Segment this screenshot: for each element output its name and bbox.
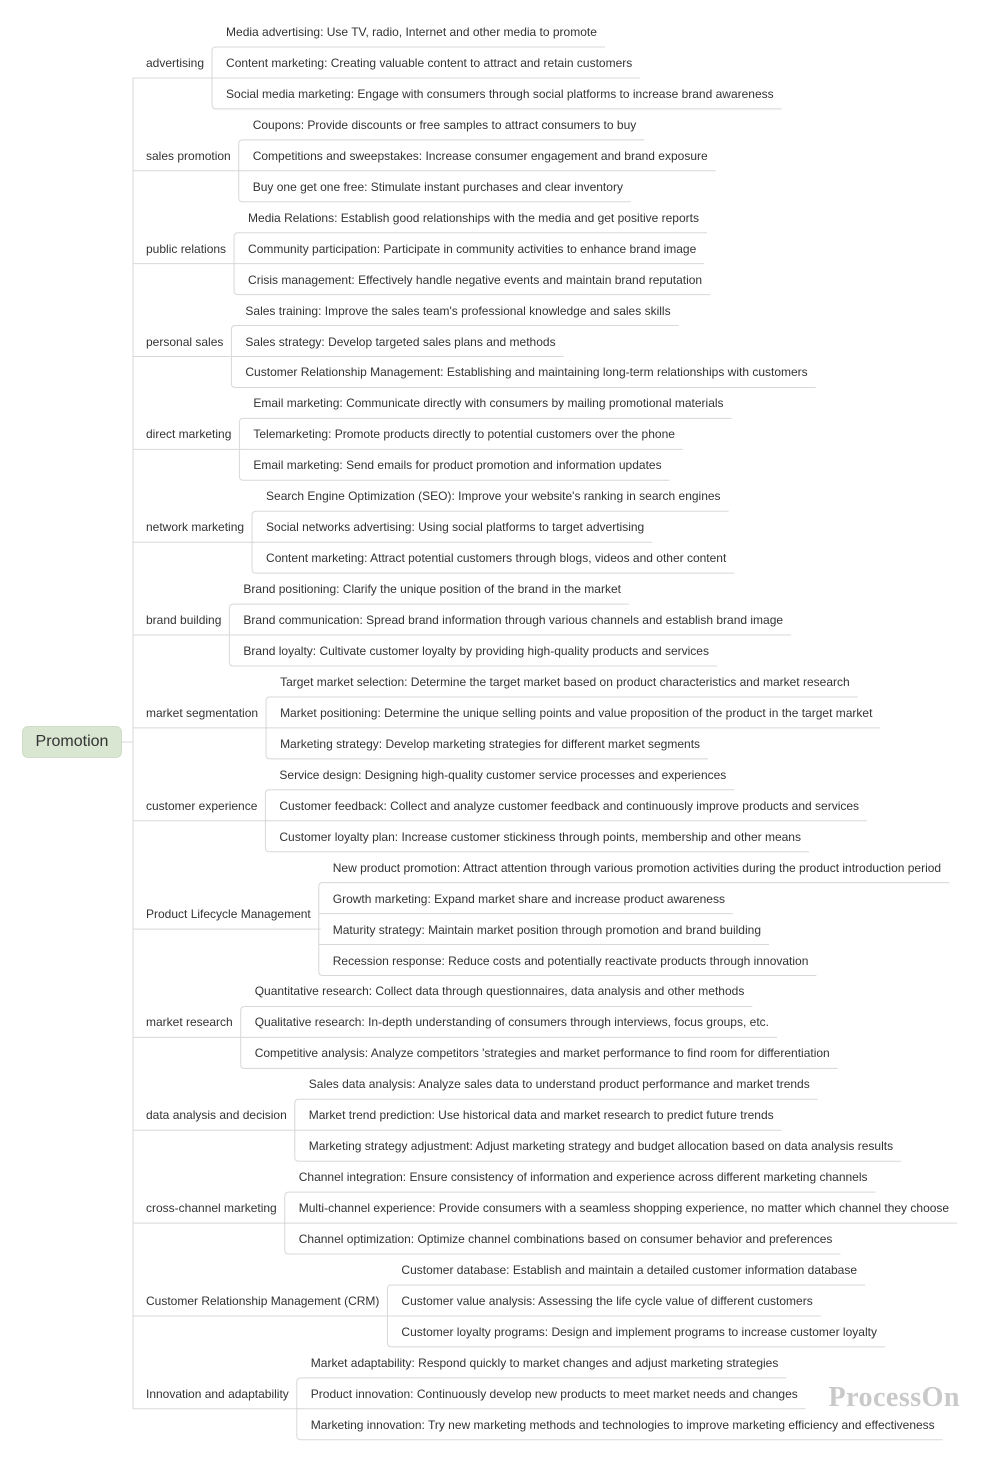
leaf-node[interactable]: Brand loyalty: Cultivate customer loyalty by providing high-quality products and services <box>243 644 709 658</box>
leaf-node[interactable]: Channel optimization: Optimize channel combinations based on consumer behavior and preferences <box>298 1232 833 1247</box>
branch-node[interactable]: Customer Relationship Management (CRM) <box>146 1293 380 1308</box>
leaf-node[interactable]: Market positioning: Determine the unique selling points and value proposition of the product in the target market <box>280 705 873 720</box>
leaf-node[interactable]: Coupons: Provide discounts or free samples to attract consumers to buy <box>252 117 637 132</box>
connector-line <box>266 697 858 701</box>
leaf-node[interactable]: Buy one get one free: Stimulate instant purchases and clear inventory <box>252 179 623 194</box>
leaf-node[interactable]: Customer feedback: Collect and analyze customer feedback and continuously improve products and services <box>279 798 860 813</box>
leaf-node[interactable]: Marketing strategy adjustment: Adjust marketing strategy and budget allocation based on data analysis results <box>308 1139 894 1154</box>
processon-watermark: ProcessOn <box>828 1382 960 1413</box>
branch-node[interactable]: data analysis and decision <box>146 1108 287 1123</box>
leaf-node[interactable]: Email marketing: Communicate directly with consumers by mailing promotional materials <box>253 396 724 411</box>
branch-node[interactable]: network marketing <box>146 520 245 535</box>
leaf-node[interactable]: Media Relations: Establish good relationships with the media and get positive reports <box>248 210 699 225</box>
leaf-node[interactable]: Customer loyalty programs: Design and implement programs to increase customer loyalty <box>401 1324 877 1339</box>
branch-node[interactable]: sales promotion <box>146 148 231 163</box>
leaf-node[interactable]: Search Engine Optimization (SEO): Improve your website's ranking in search engines <box>266 489 721 504</box>
leaf-node[interactable]: Sales strategy: Develop targeted sales plans and methods <box>245 334 556 349</box>
leaf-node[interactable]: Market trend prediction: Use historical data and market research to predict future trends <box>308 1108 774 1123</box>
branch-node[interactable]: market segmentation <box>146 705 259 720</box>
connector-line <box>265 848 809 852</box>
leaf-node[interactable]: Qualitative research: In-depth understanding of consumers through interviews, focus groups, etc. <box>254 1015 769 1030</box>
leaf-node[interactable]: Content marketing: Attract potential customers through blogs, videos and other content <box>266 551 727 566</box>
connector-line <box>239 140 645 144</box>
connector-line <box>387 1285 865 1289</box>
leaf-node[interactable]: Quantitative research: Collect data through questionnaires, data analysis and other methods <box>254 984 745 999</box>
leaf-node[interactable]: Content marketing: Creating valuable content to attract and retain customers <box>226 55 633 70</box>
leaf-node[interactable]: Customer Relationship Management: Establishing and maintaining long-term relationships with customers <box>245 365 808 380</box>
connector-line <box>319 972 817 976</box>
branch-node[interactable]: direct marketing <box>146 427 232 442</box>
leaf-node[interactable]: Media advertising: Use TV, radio, Internet and other media to promote <box>226 25 597 39</box>
leaf-node[interactable]: Customer database: Establish and maintain a detailed customer information database <box>401 1263 858 1277</box>
connector-line <box>231 326 678 330</box>
branch-node[interactable]: personal sales <box>146 334 224 349</box>
leaf-node[interactable]: Brand communication: Spread brand information through various channels and establish brand image <box>243 613 784 628</box>
leaf-node[interactable]: Marketing strategy: Develop marketing strategies for different market segments <box>280 736 701 751</box>
connector-line <box>297 1378 787 1382</box>
leaf-node[interactable]: Social networks advertising: Using social platforms to target advertising <box>266 520 645 535</box>
branch-node[interactable]: Product Lifecycle Management <box>146 907 311 922</box>
leaf-node[interactable]: Growth marketing: Expand market share and increase product awareness <box>332 891 725 906</box>
leaf-node[interactable]: Crisis management: Effectively handle negative events and maintain brand reputation <box>248 272 703 287</box>
leaf-node[interactable]: Service design: Designing high-quality customer service processes and experiences <box>279 767 727 782</box>
branch-node[interactable]: market research <box>146 1015 233 1030</box>
connector-line <box>319 883 949 887</box>
connector-line <box>241 1006 753 1010</box>
leaf-node[interactable]: Telemarketing: Promote products directly to potential customers over the phone <box>253 427 675 442</box>
leaf-node[interactable]: Product innovation: Continuously develop new products to meet market needs and changes <box>310 1386 798 1401</box>
leaf-node[interactable]: Competitive analysis: Analyze competitors 'strategies and market performance to find room for differentiation <box>254 1046 830 1061</box>
connector-line <box>285 1192 876 1196</box>
connector-line <box>212 105 782 109</box>
connector-line <box>285 1250 841 1254</box>
connector-line <box>229 604 629 608</box>
leaf-node[interactable]: Maturity strategy: Maintain market position through promotion and brand building <box>332 922 761 937</box>
leaf-node[interactable]: Customer value analysis: Assessing the life cycle value of different customers <box>401 1293 813 1308</box>
leaf-node[interactable]: Channel integration: Ensure consistency of information and experience across different marketing channels <box>298 1170 868 1185</box>
connector-line <box>387 1343 885 1347</box>
connector-line <box>239 476 669 480</box>
branch-node[interactable]: customer experience <box>146 798 258 813</box>
root-node[interactable]: Promotion <box>22 726 122 758</box>
connector-line <box>212 47 605 51</box>
connector-line <box>266 755 708 759</box>
leaf-node[interactable]: Recession response: Reduce costs and potentially reactivate products through innovation <box>332 953 809 968</box>
connector-line <box>265 790 734 794</box>
connector-line <box>234 233 707 237</box>
connector-line <box>295 1157 901 1161</box>
branch-node[interactable]: Innovation and adaptability <box>146 1386 289 1401</box>
connector-line <box>252 569 734 573</box>
connector-line <box>231 383 815 387</box>
branch-node[interactable]: public relations <box>146 241 227 256</box>
branch-node[interactable]: brand building <box>146 613 222 628</box>
leaf-node[interactable]: Email marketing: Send emails for product promotion and information updates <box>253 458 662 473</box>
leaf-node[interactable]: Sales training: Improve the sales team's professional knowledge and sales skills <box>245 303 671 318</box>
leaf-node[interactable]: Target market selection: Determine the target market based on product characteristics and market research <box>280 674 850 689</box>
leaf-node[interactable]: Social media marketing: Engage with consumers through social platforms to increase brand awareness <box>226 86 774 101</box>
leaf-node[interactable]: Brand positioning: Clarify the unique position of the brand in the market <box>243 582 621 597</box>
leaf-node[interactable]: Community participation: Participate in community activities to enhance brand image <box>248 241 697 256</box>
branch-node[interactable]: cross-channel marketing <box>146 1201 277 1216</box>
connector-line <box>239 198 631 202</box>
leaf-node[interactable]: Multi-channel experience: Provide consumers with a seamless shopping experience, no matter which channel they choose <box>298 1201 950 1216</box>
leaf-node[interactable]: New product promotion: Attract attention through various promotion activities during the product introduction period <box>332 860 942 875</box>
leaf-node[interactable]: Sales data analysis: Analyze sales data to understand product performance and market trends <box>308 1077 810 1092</box>
leaf-node[interactable]: Customer loyalty plan: Increase customer stickiness through points, membership and other means <box>279 829 801 844</box>
connector-line <box>241 1064 838 1068</box>
connector-line <box>252 511 729 515</box>
connector-line <box>239 418 731 422</box>
leaf-node[interactable]: Competitions and sweepstakes: Increase consumer engagement and brand exposure <box>252 148 708 163</box>
connector-line <box>297 1436 943 1440</box>
connector-line <box>229 662 717 666</box>
connector-line <box>234 291 710 295</box>
connector-line <box>295 1099 818 1103</box>
leaf-node[interactable]: Marketing innovation: Try new marketing methods and technologies to improve marketing efficiency and effectiveness <box>310 1417 935 1432</box>
branch-node[interactable]: advertising <box>146 55 205 70</box>
leaf-node[interactable]: Market adaptability: Respond quickly to market changes and adjust marketing strategies <box>310 1355 779 1370</box>
